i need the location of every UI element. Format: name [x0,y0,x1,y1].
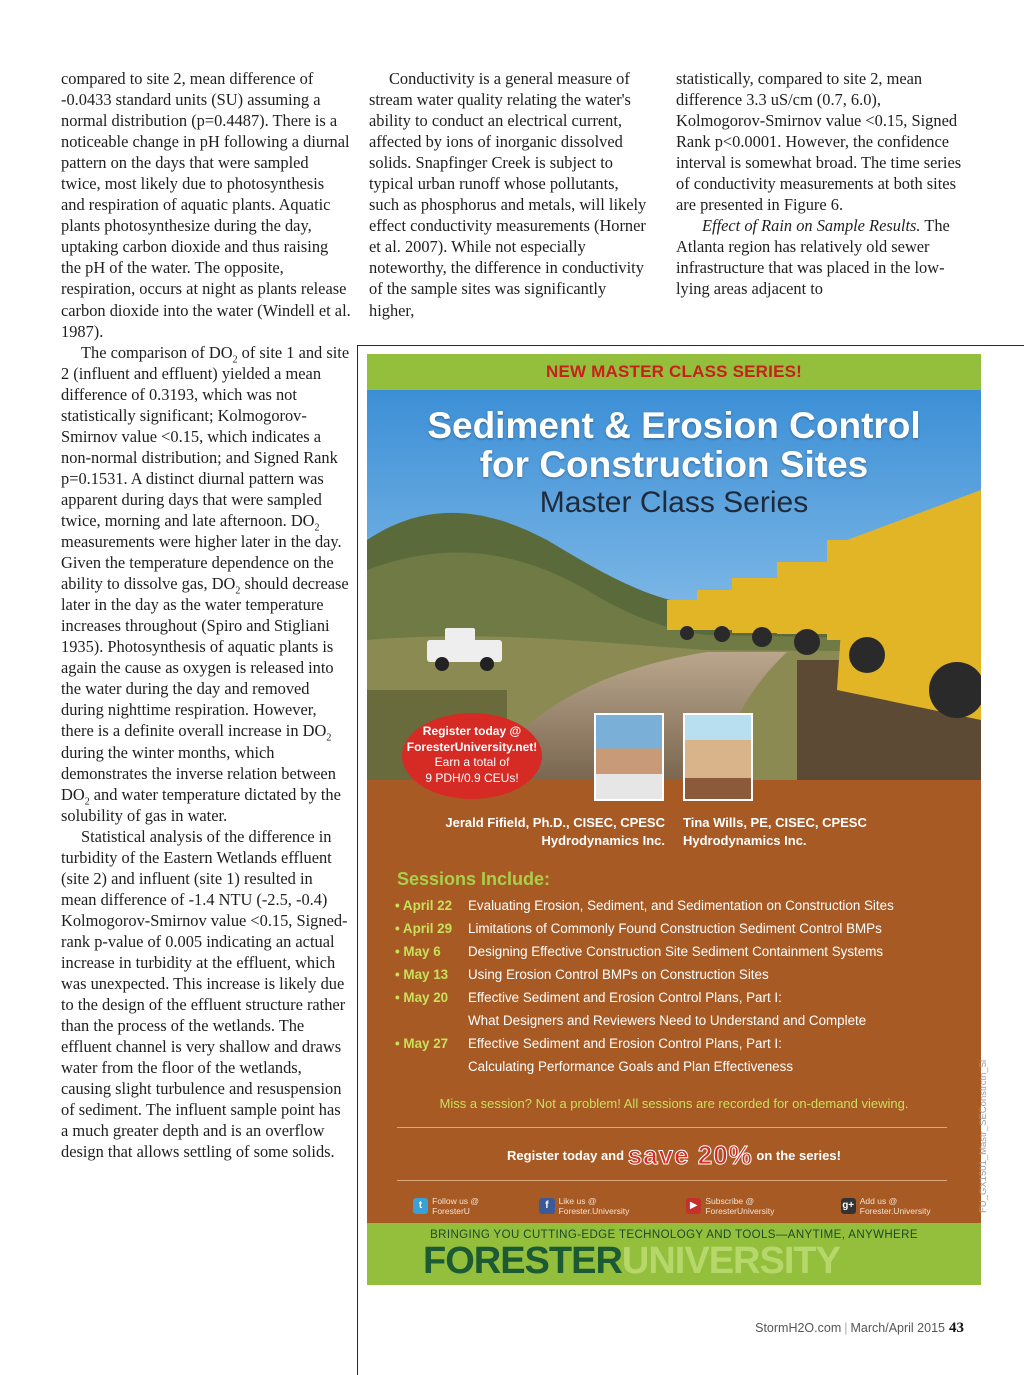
presenter-name: Tina Wills, PE, CISEC, CPESC [683,815,867,830]
session-item[interactable] [395,940,965,963]
paragraph-conductivity-cont: statistically, compared to site 2, mean difference 3.3 uS/cm (0.7, 6.0), Kolmogorov-Smirnov value <0.15, Signed Rank p<0.0001. However, the confidence interval is somewhat broad. The time series of conductivity measurements at both sites are presented in Figure 6. [676,69,962,215]
page-footer: StormH2O.com | March/April 2015 43 [755,1320,964,1336]
paragraph-turbidity-analysis: Statistical analysis of the difference in turbidity of the Eastern Wetlands effluent (site 2) and influent (site 1) resulted in mean difference of -1.4 NTU (-2.5, -0.4) Kolmogorov-Smirnov value <0.15, Signed-rank p-value of 0.005 indicating an actual increase in turbidity at the effluent, which was unexpected. This increase is likely due to the design of the effluent structure rather than the process of the wetlands. The effluent channel is very shallow and draws water from the floor of the wetlands, causing slight turbulence and resuspension of sediment. The influent sample point has a much greater depth and is an overflow design that allows settling of some solids. [61,826,348,1162]
article-column-1 [61,68,351,1162]
register-badge[interactable] [402,713,542,799]
session-item[interactable] [395,917,965,940]
session-date: • May 13 [395,967,449,982]
paragraph-ph-analysis: compared to site 2, mean difference of -0.0433 standard units (SU) assuming a normal distribution (p=0.4487). There is a noticeable change in pH following a diurnal pattern on the days that were sampled twice, most likely due to photosynthesis and respiration of aquatic plants. Aquatic plants photosynthesize during the day, uptaking carbon dioxide and thus raising the pH of the water. The opposite, respiration, occurs at night as plants release carbon dioxide into the water (Windell et al. 1987). [61,69,351,341]
ad-banner-text: NEW MASTER CLASS SERIES! [545,362,803,381]
session-item-cont [395,1055,965,1078]
session-date: • April 29 [395,921,453,936]
social-youtube[interactable]: ▶ Subscribe @ ForesterUniversity [686,1196,806,1216]
presenter-org: Hydrodynamics Inc. [683,833,807,848]
session-title: Limitations of Commonly Found Construction Sediment Control BMPs [468,921,882,936]
session-date: • April 22 [395,898,453,913]
save-percent: save 20% [627,1140,753,1170]
on-demand-note: Miss a session? Not a problem! All sessions are recorded for on-demand viewing. [439,1096,909,1111]
badge-line-2: ForesterUniversity.net! [406,739,538,754]
ad-code-vertical: FU_GX1501_Mastr_SEConstrctn_5i [978,1059,989,1213]
register-pre: Register today and [507,1148,625,1163]
badge-line-4: 9 PDH/0.9 CEUs! [425,770,519,785]
ad-subtitle: Master Class Series [539,486,809,519]
session-item[interactable] [395,1032,965,1055]
paragraph-do2-analysis: The comparison of $DO_2$ of site 1 and site 2 (influent and effluent) yielded a mean difference of 0.3193, which was not statistically significant; Kolmogorov-Smirnov value <0.15, which indicates a non-normal distribution; and Signed Rank p=0.1531. A distinct diurnal pattern was apparent during days that were sampled twice, morning and late afternoon. $DO_2$ measurements were higher later in the day. Given the temperature dependence on the ability to dissolve gas, $DO_2$ should decrease later in the day as the water temperature increases throughout (Spiro and Stigliani 1935). Photosynthesis of aquatic plants is again the cause as oxygen is released into the water during the day and removed during nighttime respiration. However, there is a definite overall increase in $DO_2$ during the winter months, which demonstrates the inverse relation between $DO_2$ and water temperature dictated by the solubility of gas in water. [61,342,350,825]
social-twitter[interactable]: t Follow us @ ForesterU [413,1196,505,1216]
presenter-name: Jerald Fifield, Ph.D., CISEC, CPESC [445,815,665,830]
rain-effect-body: The Atlanta region has relatively old sewer infrastructure that was placed in the low-lying areas adjacent to [676,216,950,299]
session-date: • May 20 [395,990,449,1005]
ad-frame-rule-horizontal [357,345,1024,346]
rain-effect-heading: Effect of Rain on Sample Results. [702,216,921,236]
session-item[interactable] [395,986,965,1009]
ad-footer-band [367,1223,981,1285]
article-column-3 [676,68,966,300]
session-item[interactable] [395,894,965,917]
article-column-2 [369,68,649,321]
ad-tagline: BRINGING YOU CUTTING-EDGE TECHNOLOGY AND TOOLS—ANYTIME, ANYWHERE [430,1229,918,1241]
footer-site[interactable]: StormH2O.com [755,1321,842,1335]
social-facebook[interactable]: f Like us @ Forester.University [539,1196,652,1216]
session-title: Evaluating Erosion, Sediment, and Sedimentation on Construction Sites [468,898,894,913]
sessions-list [395,894,965,1078]
presenter-photo-fifield [594,713,664,801]
paragraph-conductivity: Conductivity is a general measure of stream water quality relating the water's ability to conduct an electrical current, affected by ions of inorganic dissolved solids. Snapfinger Creek is subject to typical urban runoff whose pollutants, such as phosphorus and metals, will likely effect conductivity measurements (Horner et al. 2007). While not especially noteworthy, the difference in conductivity of the sample sites was significantly higher, [369,69,647,320]
presenter-org: Hydrodynamics Inc. [541,833,665,848]
ad-divider [397,1180,947,1181]
presenter-fifield [427,814,665,850]
session-date: • May 6 [395,944,441,959]
ad-title-line-1: Sediment & Erosion Control [427,405,921,446]
presenter-photo-wills [683,713,753,801]
twitter-icon: t [413,1198,428,1214]
session-item-cont [395,1009,965,1032]
ad-title-line-2: for Construction Sites [479,444,869,485]
social-links [413,1196,953,1216]
badge-line-1: Register today @ [422,724,522,738]
footer-issue: March/April 2015 [850,1321,945,1335]
session-title: Effective Sediment and Erosion Control Plans, Part I: [468,990,782,1005]
page-number: 43 [949,1320,964,1336]
ad-divider [397,1127,947,1128]
presenter-wills [683,814,943,850]
google-plus-icon: g+ [841,1198,856,1214]
youtube-icon: ▶ [686,1198,701,1214]
social-google-plus[interactable]: g+ Add us @ Forester.University [842,1196,931,1216]
paragraph-rain-effect [676,215,966,299]
forester-university-ad[interactable] [367,354,981,1285]
register-save-cta[interactable] [367,1140,981,1171]
session-title: Effective Sediment and Erosion Control Plans, Part I: [468,1036,782,1051]
sessions-heading: Sessions Include: [397,869,551,889]
session-date: • May 27 [395,1036,449,1051]
ad-frame-rule-vertical [357,345,358,1375]
badge-line-3: Earn a total of [434,755,510,769]
session-title: Using Erosion Control BMPs on Construction Sites [468,967,769,982]
session-title-cont: Calculating Performance Goals and Plan Effectiveness [468,1059,794,1074]
session-item[interactable] [395,963,965,986]
session-title: Designing Effective Construction Site Sediment Containment Systems [468,944,884,959]
session-title-cont: What Designers and Reviewers Need to Understand and Complete [468,1013,867,1028]
facebook-icon: f [539,1198,554,1214]
forester-university-logo[interactable]: FORESTERUNIVERSITY [423,1240,840,1282]
register-post: on the series! [756,1148,841,1163]
